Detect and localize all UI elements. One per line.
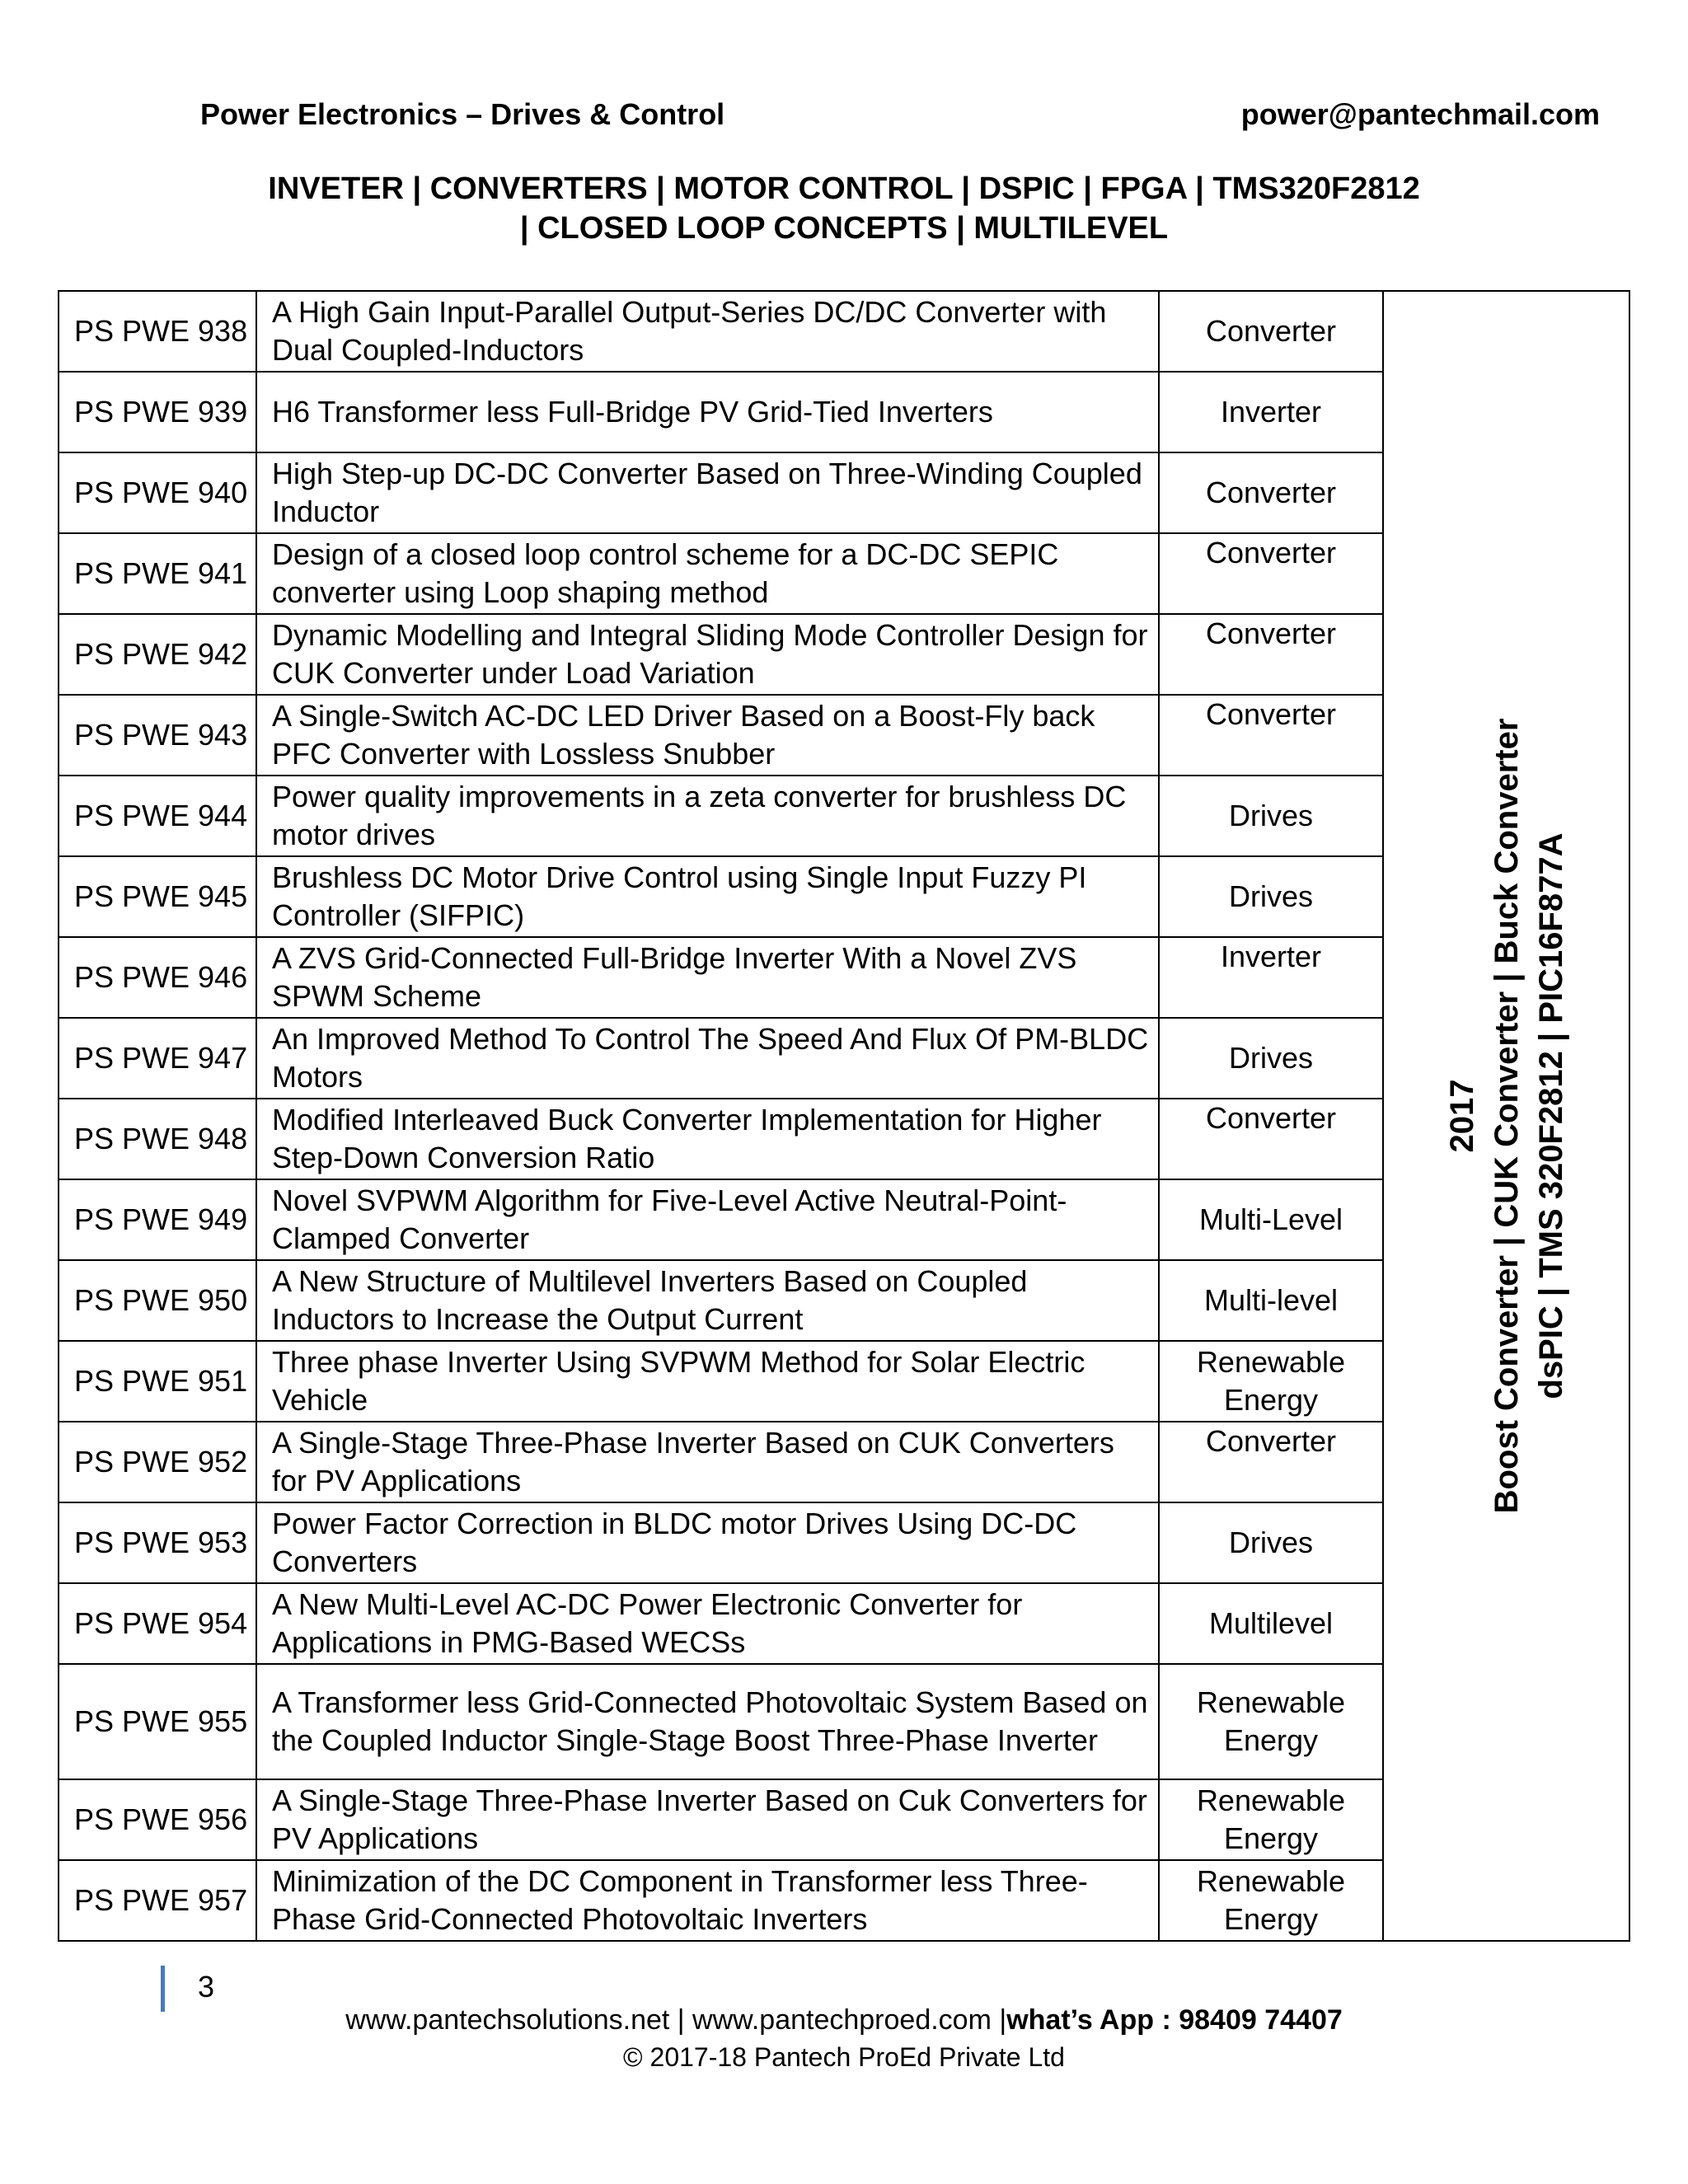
subtitle-line-1: INVETER | CONVERTERS | MOTOR CONTROL | DSPIC | FPGA | TMS320F2812: [268, 171, 1420, 206]
header-title: Power Electronics – Drives & Control: [200, 97, 725, 131]
project-category: Multi-level: [1159, 1260, 1383, 1341]
project-code: PS PWE 943: [59, 695, 256, 776]
project-category: Converter: [1159, 452, 1383, 533]
project-title: A Transformer less Grid-Connected Photovoltaic System Based on the Coupled Inductor Single-Stage Boost Three-Phase Inverter: [256, 1664, 1159, 1779]
project-code: PS PWE 938: [59, 291, 256, 372]
project-title: A New Structure of Multilevel Inverters Based on Coupled Inductors to Increase the Output Current: [256, 1260, 1159, 1341]
table-row: [59, 291, 1629, 372]
project-category: Converter: [1159, 291, 1383, 372]
project-title: H6 Transformer less Full-Bridge PV Grid-Tied Inverters: [256, 372, 1159, 452]
project-title: A ZVS Grid-Connected Full-Bridge Inverter With a Novel ZVS SPWM Scheme: [256, 937, 1159, 1018]
project-code: PS PWE 947: [59, 1018, 256, 1099]
subtitle-line-2: | CLOSED LOOP CONCEPTS | MULTILEVEL: [519, 211, 1169, 246]
project-code: PS PWE 957: [59, 1860, 256, 1941]
header-email[interactable]: power@pantechmail.com: [1240, 97, 1600, 131]
page-header: [200, 97, 1600, 135]
side-label: [1440, 719, 1573, 1514]
project-category: Renewable Energy: [1159, 1341, 1383, 1422]
project-category: Converter: [1159, 1422, 1383, 1502]
project-code: PS PWE 953: [59, 1502, 256, 1583]
project-category: Renewable Energy: [1159, 1860, 1383, 1941]
project-code: PS PWE 954: [59, 1583, 256, 1664]
side-label-line1: 2017: [1443, 1079, 1480, 1153]
project-code: PS PWE 944: [59, 776, 256, 856]
project-title: A Single-Stage Three-Phase Inverter Based on Cuk Converters for PV Applications: [256, 1779, 1159, 1860]
project-title: Three phase Inverter Using SVPWM Method for Solar Electric Vehicle: [256, 1341, 1159, 1422]
project-category: Multilevel: [1159, 1583, 1383, 1664]
project-code: PS PWE 940: [59, 452, 256, 533]
project-title: A Single-Switch AC-DC LED Driver Based on a Boost-Fly back PFC Converter with Lossless Snubber: [256, 695, 1159, 776]
project-category: Drives: [1159, 1502, 1383, 1583]
project-category: Renewable Energy: [1159, 1664, 1383, 1779]
side-label-line2: Boost Converter | CUK Converter | Buck Converter: [1488, 718, 1525, 1514]
project-code: PS PWE 948: [59, 1099, 256, 1179]
project-category: Drives: [1159, 1018, 1383, 1099]
project-title: A New Multi-Level AC-DC Power Electronic Converter for Applications in PMG-Based WECSs: [256, 1583, 1159, 1664]
project-title: High Step-up DC-DC Converter Based on Three-Winding Coupled Inductor: [256, 452, 1159, 533]
project-code: PS PWE 951: [59, 1341, 256, 1422]
project-category: Multi-Level: [1159, 1179, 1383, 1260]
page-subtitle: [132, 169, 1556, 248]
project-code: PS PWE 950: [59, 1260, 256, 1341]
project-code: PS PWE 945: [59, 856, 256, 937]
project-code: PS PWE 956: [59, 1779, 256, 1860]
project-title: Dynamic Modelling and Integral Sliding Mode Controller Design for CUK Converter under Load Variation: [256, 614, 1159, 695]
project-code: PS PWE 952: [59, 1422, 256, 1502]
project-title: A High Gain Input-Parallel Output-Series DC/DC Converter with Dual Coupled-Inductors: [256, 291, 1159, 372]
page-number: 3: [198, 1970, 215, 2004]
project-title: An Improved Method To Control The Speed And Flux Of PM-BLDC Motors: [256, 1018, 1159, 1099]
project-title: Novel SVPWM Algorithm for Five-Level Active Neutral-Point-Clamped Converter: [256, 1179, 1159, 1260]
project-code: PS PWE 941: [59, 533, 256, 614]
project-title: Minimization of the DC Component in Transformer less Three-Phase Grid-Connected Photovoltaic Inverters: [256, 1860, 1159, 1941]
projects-table: [58, 290, 1630, 1942]
project-category: Drives: [1159, 856, 1383, 937]
project-title: Design of a closed loop control scheme for a DC-DC SEPIC converter using Loop shaping method: [256, 533, 1159, 614]
project-title: Power quality improvements in a zeta converter for brushless DC motor drives: [256, 776, 1159, 856]
project-title: Power Factor Correction in BLDC motor Drives Using DC-DC Converters: [256, 1502, 1159, 1583]
footer-whatsapp: what’s App : 98409 74407: [1006, 2004, 1343, 2036]
project-code: PS PWE 955: [59, 1664, 256, 1779]
project-code: PS PWE 942: [59, 614, 256, 695]
project-code: PS PWE 939: [59, 372, 256, 452]
project-category: Drives: [1159, 776, 1383, 856]
project-title: Brushless DC Motor Drive Control using Single Input Fuzzy PI Controller (SIFPIC): [256, 856, 1159, 937]
project-category: Converter: [1159, 533, 1383, 614]
project-category: Renewable Energy: [1159, 1779, 1383, 1860]
project-title: Modified Interleaved Buck Converter Implementation for Higher Step-Down Conversion Ratio: [256, 1099, 1159, 1179]
project-category: Converter: [1159, 614, 1383, 695]
project-category: Inverter: [1159, 372, 1383, 452]
side-label-cell: [1383, 291, 1629, 1941]
project-title: A Single-Stage Three-Phase Inverter Based on CUK Converters for PV Applications: [256, 1422, 1159, 1502]
project-code: PS PWE 949: [59, 1179, 256, 1260]
side-label-line3: dsPIC | TMS 320F2812 | PIC16F877A: [1532, 832, 1569, 1399]
project-category: Converter: [1159, 1099, 1383, 1179]
footer-websites[interactable]: www.pantechsolutions.net | www.pantechproed.com |: [345, 2004, 1007, 2036]
project-category: Inverter: [1159, 937, 1383, 1018]
footer-copyright: © 2017-18 Pantech ProEd Private Ltd: [623, 2042, 1065, 2072]
project-code: PS PWE 946: [59, 937, 256, 1018]
project-category: Converter: [1159, 695, 1383, 776]
footer-links: [0, 2004, 1688, 2036]
